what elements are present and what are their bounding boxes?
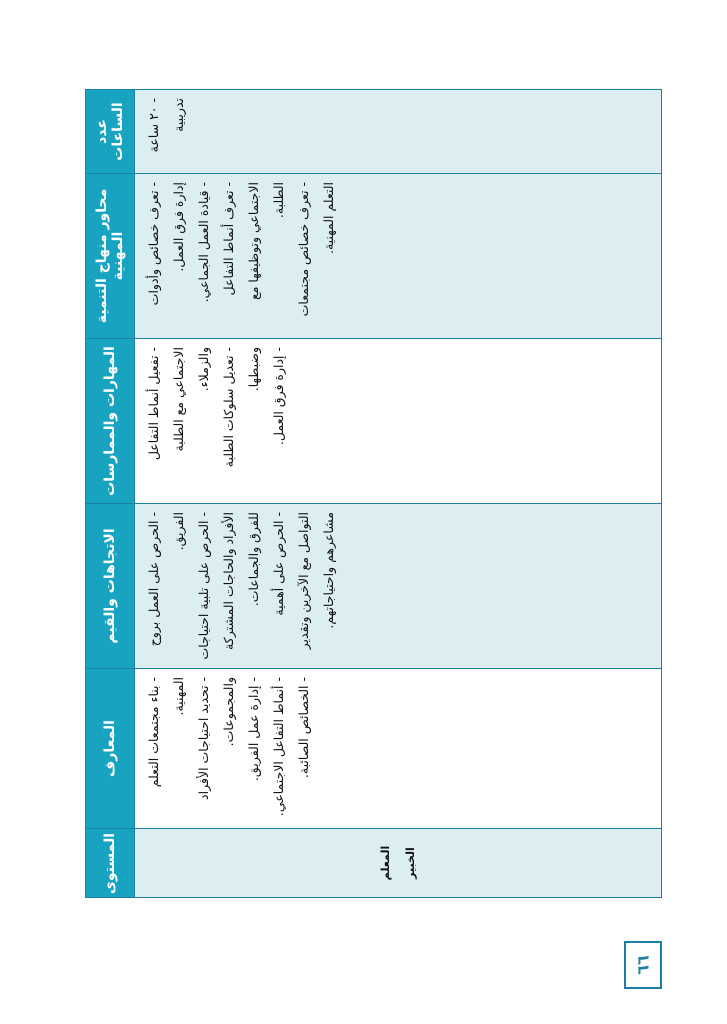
table-row [135, 90, 662, 898]
page-number-box [624, 941, 662, 989]
list-item: - تعرف خصائص وأدوات إدارة فرق العمل. [146, 182, 186, 306]
list-item: - أنماط التفاعل الاجتماعي. [271, 677, 286, 817]
level-value: المعلم الخبير [379, 845, 417, 881]
header-knowledge: المعارف [86, 669, 135, 829]
knowledge-cell [135, 669, 662, 829]
axes-cell [135, 174, 662, 339]
list-item: - قيادة العمل الجماعي. [196, 182, 211, 303]
header-axes: محاور منهاج التنمية المهنية [86, 174, 135, 339]
header-skills: المهارات والممارسات [86, 339, 135, 504]
list-item: - تعرف خصائص مجتمعات التعلم المهنية. [296, 182, 336, 317]
list-item: - الحرص على العمل بروح الفريق. [146, 512, 186, 647]
list-item: - تعديل سلوكات الطلبة وضبطها. [221, 347, 261, 468]
list-item: - الحرص على أهمية التواصل مع الآخرين وتقدير مشاعرهم واحتياجاتهم. [271, 512, 336, 650]
header-hours: عدد الساعات [86, 90, 135, 174]
list-item: - إدارة عمل الفريق. [246, 677, 261, 782]
level-cell [135, 829, 662, 898]
header-row [86, 90, 135, 898]
hours-cell [135, 90, 662, 174]
list-item: - تعرف أنماط التفاعل الاجتماعي وتوظيفها مع الطلبة. [221, 182, 286, 300]
competency-table-rotated [85, 90, 662, 898]
list-item: - الحرص على تلبية احتياجات الأفراد والحاجات المشتركة للفرق والجماعات. [196, 512, 261, 660]
list-item: - تحديد احتياجات الأفراد والمجموعات. [196, 677, 236, 800]
competency-table [85, 89, 662, 898]
attitudes-cell [135, 504, 662, 669]
list-item: - بناء مجتمعات التعلم المهنية. [146, 677, 186, 788]
header-level: المستوى [86, 829, 135, 898]
list-item: - إدارة فرق العمل. [271, 347, 286, 446]
header-attitudes: الاتجاهات والقيم [86, 504, 135, 669]
page-number: ٦٦ [633, 955, 653, 975]
list-item: - تفعيل أنماط التفاعل الاجتماعي مع الطلبة والزملاء. [146, 347, 211, 461]
list-item: - الخصائص الصائبة. [296, 677, 311, 779]
hours-value: - ٢٠ ساعة تدريبية [146, 98, 186, 153]
skills-cell [135, 339, 662, 504]
